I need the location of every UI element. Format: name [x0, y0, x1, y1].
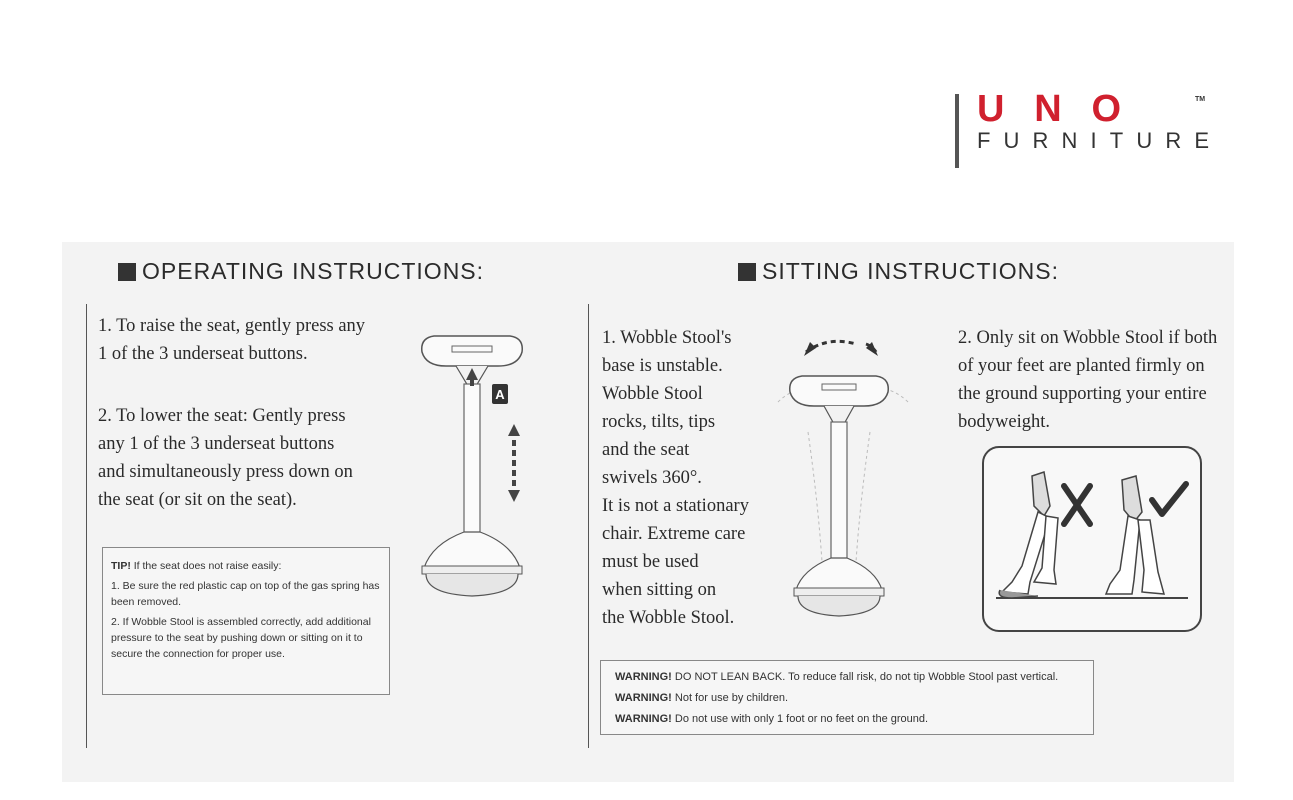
label-a-badge: A: [495, 387, 505, 402]
warning-line-1: WARNING! DO NOT LEAN BACK. To reduce fall risk, do not tip Wobble Stool past vertical.: [615, 671, 1059, 683]
logo-mark: [952, 88, 1222, 172]
tip-item-1: 1. Be sure the red plastic cap on top of the gas spring has been removed.: [111, 580, 380, 608]
sitting-step-2: 2. Only sit on Wobble Stool if both of your feet are planted firmly on the ground supporting your entire bodyweight.: [958, 328, 1218, 432]
sitting-title-text: SITTING INSTRUCTIONS:: [762, 258, 1059, 284]
warning-line-2: WARNING! Not for use by children.: [615, 692, 788, 704]
section-bullet: [118, 263, 136, 281]
operating-step-2: 2. To lower the seat: Gently press any 1 of the 3 underseat buttons and simultaneously press down on the seat (or sit on the seat).: [98, 406, 353, 510]
operating-divider: [86, 304, 87, 748]
stool-height-adjust-illustration: [412, 322, 542, 617]
section-bullet: [738, 263, 756, 281]
stool-rocking-illustration: [768, 322, 918, 622]
svg-text:FURNITURE: FURNITURE: [977, 128, 1212, 153]
sitting-divider: [588, 304, 589, 748]
sitting-instructions-title: [738, 258, 1059, 285]
feet-position-illustration: [982, 446, 1202, 632]
tip-intro: If the seat does not raise easily:: [130, 560, 282, 572]
tip-box: [102, 547, 390, 695]
tip-heading: TIP!: [111, 560, 131, 572]
svg-text:UNO: UNO: [977, 88, 1127, 130]
instruction-sheet: [62, 242, 1234, 782]
warning-line-3: WARNING! Do not use with only 1 foot or no feet on the ground.: [615, 713, 929, 725]
warning-box: [600, 660, 1094, 735]
sitting-step-1: 1. Wobble Stool's base is unstable. Wobble Stool rocks, tilts, tips and the seat swivels 360°. It is not a stationary chair. Extreme care must be used when sitting on the Wobble Stool.: [602, 328, 749, 628]
operating-step-1: 1. To raise the seat, gently press any 1 of the 3 underseat buttons.: [98, 316, 366, 364]
operating-title-text: OPERATING INSTRUCTIONS:: [142, 258, 485, 284]
svg-text:TM: TM: [1195, 96, 1206, 103]
operating-instructions-title: [118, 258, 484, 285]
tip-item-2: 2. If Wobble Stool is assembled correctly, add additional pressure to the seat by pushing down or sitting on it to secure the connection for proper use.: [111, 616, 371, 660]
uno-furniture-logo: [952, 88, 1222, 172]
